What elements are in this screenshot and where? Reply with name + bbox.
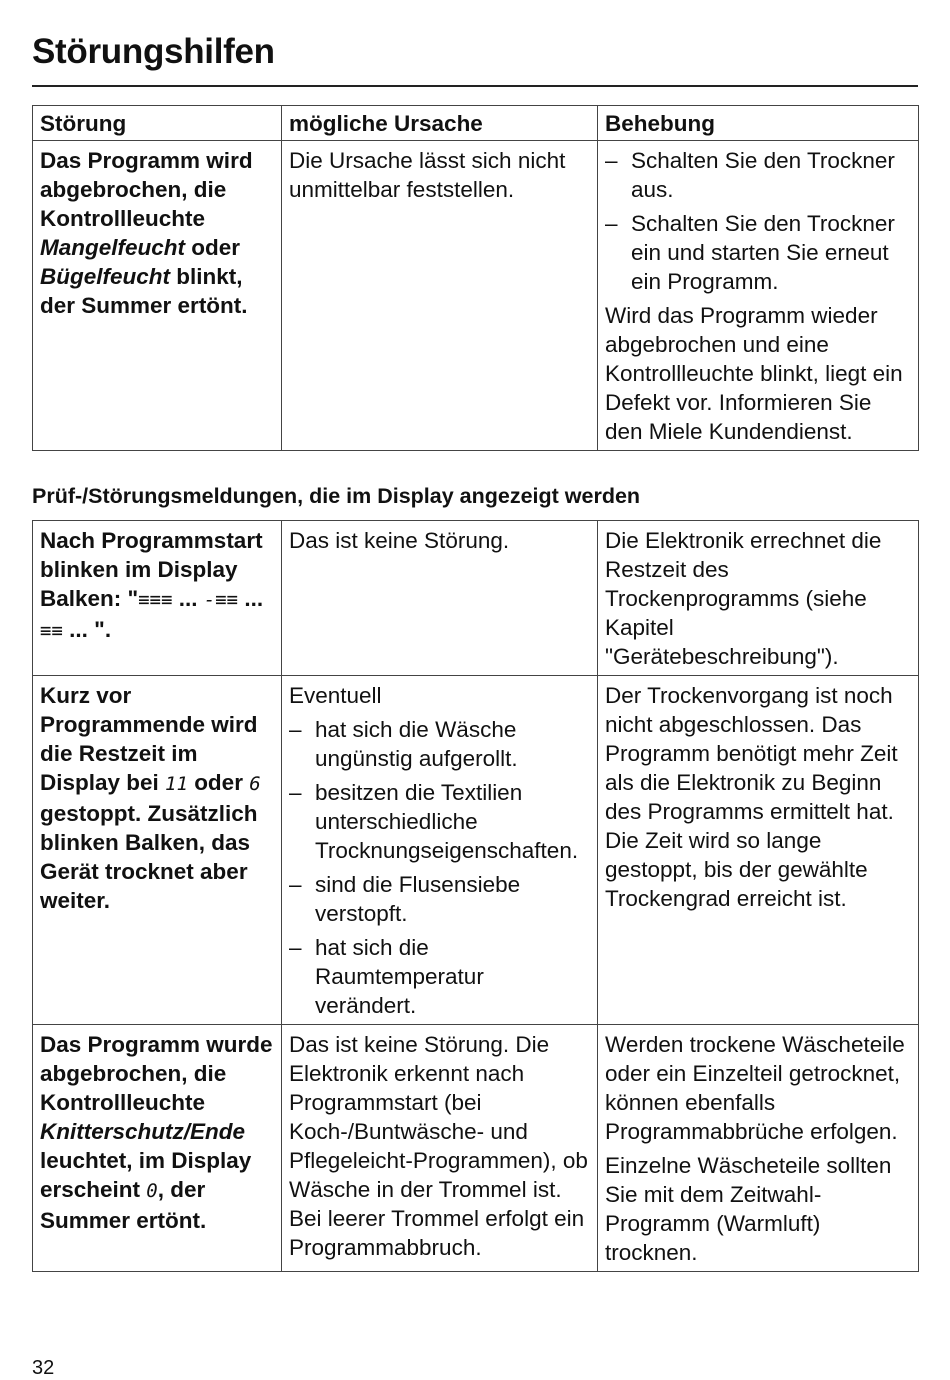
- problem-cell: Das Programm wurde abgebrochen, die Kontrollleuchte Knitterschutz/Ende leuchtet, im Display erscheint 0, der Summer ertönt.: [33, 1025, 282, 1272]
- list-item: – hat sich die Raumtemperatur verändert.: [289, 933, 589, 1020]
- list-item: – sind die Flusensiebe verstopft.: [289, 870, 589, 928]
- display-segment: ≡≡: [40, 620, 63, 642]
- remedy-list: [605, 146, 910, 296]
- cause-intro: Eventuell: [289, 683, 382, 708]
- troubleshooting-table: [32, 105, 919, 451]
- cause-cell: Das ist keine Störung.: [282, 521, 598, 676]
- cause-cell: Das ist keine Störung. Die Elektronik erkennt nach Programmstart (bei Koch-/Buntwäsche- und Pflegeleicht-Programmen), ob Wäsche in der Trommel ist. Bei leerer Trommel erfolgt ein Programmabbruch.: [282, 1025, 598, 1272]
- page-title: Störungshilfen: [32, 32, 275, 71]
- remedy-cell: [598, 1025, 919, 1272]
- problem-cell: Kurz vor Programmende wird die Restzeit im Display bei 11 oder 6 gestoppt. Zusätzlich blinken Balken, das Gerät trocknet aber weiter.: [33, 676, 282, 1025]
- remedy-text: Werden trockene Wäscheteile oder ein Einzelteil getrocknet, können ebenfalls Programmabbrüche erfolgen.: [605, 1032, 905, 1144]
- table-row: [33, 676, 919, 1025]
- display-segment: -≡≡: [203, 589, 239, 611]
- table-row: [33, 1025, 919, 1272]
- section-subheading: Prüf-/Störungsmeldungen, die im Display angezeigt werden: [32, 484, 641, 508]
- list-item: – Schalten Sie den Trockner ein und starten Sie erneut ein Programm.: [605, 209, 910, 296]
- problem-cell: Nach Programmstart blinken im Display Balken: "≡≡≡ ... -≡≡ ... ≡≡ ... ".: [33, 521, 282, 676]
- remedy-cell: Der Trockenvorgang ist noch nicht abgeschlossen. Das Programm benötigt mehr Zeit als die Elektronik zu Beginn des Programms ermittelt hat. Die Zeit wird so lange gestoppt, bis der gewählte Trockengrad erreicht ist.: [598, 676, 919, 1025]
- display-digit: 6: [249, 773, 261, 795]
- remedy-note: Einzelne Wäscheteile sollten Sie mit dem Zeitwahl-Programm (Warmluft) trocknen.: [605, 1153, 892, 1265]
- remedy-cell: [598, 141, 919, 451]
- cause-cell: Die Ursache lässt sich nicht unmittelbar feststellen.: [282, 141, 598, 451]
- page-number: 32: [32, 1357, 55, 1379]
- remedy-cell: Die Elektronik errechnet die Restzeit des Trockenprogramms (siehe Kapitel "Gerätebeschreibung").: [598, 521, 919, 676]
- list-item: – Schalten Sie den Trockner aus.: [605, 146, 910, 204]
- column-header-remedy: Behebung: [598, 106, 919, 141]
- indicator-label: Bügelfeucht: [40, 264, 171, 289]
- display-digit: 11: [165, 773, 188, 795]
- column-header-cause: mögliche Ursache: [282, 106, 598, 141]
- list-item: – hat sich die Wäsche ungünstig aufgerollt.: [289, 715, 589, 773]
- table-row: [33, 521, 919, 676]
- display-segment: ≡≡≡: [138, 589, 173, 611]
- indicator-label: Knitterschutz/Ende: [40, 1119, 246, 1144]
- indicator-label: Mangelfeucht: [40, 235, 186, 260]
- remedy-note: Wird das Programm wieder abgebrochen und eine Kontrollleuchte blinkt, liegt ein Defekt vor. Informieren Sie den Miele Kundendienst.: [605, 303, 903, 444]
- display-digit: 0: [146, 1180, 158, 1202]
- display-messages-table: [32, 520, 919, 1272]
- cause-list: [289, 715, 589, 1020]
- column-header-problem: Störung: [33, 106, 282, 141]
- table-row: [33, 141, 919, 451]
- list-item: – besitzen die Textilien unterschiedliche Trocknungseigenschaften.: [289, 778, 589, 865]
- problem-cell: Das Programm wird abgebrochen, die Kontrollleuchte Mangelfeucht oder Bügelfeucht blinkt, der Summer ertönt.: [33, 141, 282, 451]
- cause-cell: [282, 676, 598, 1025]
- table-header-row: [33, 106, 919, 141]
- title-divider: [32, 85, 918, 87]
